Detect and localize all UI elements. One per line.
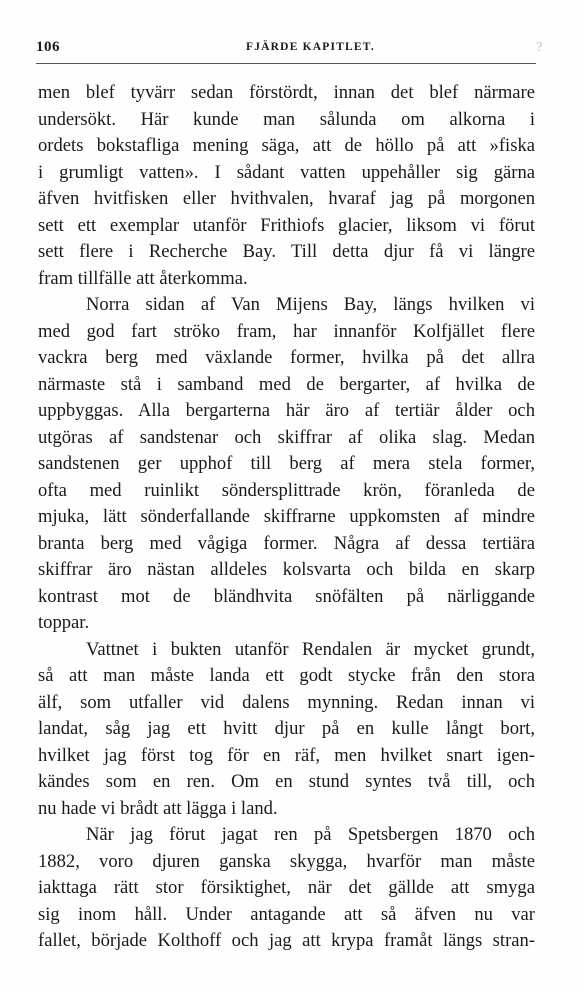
text-line: 1882, voro djuren ganska skygga, hvarför man måste	[38, 850, 535, 872]
page-header	[36, 36, 536, 62]
corner-mark: ?	[536, 40, 543, 54]
text-line: i grumligt vatten». I sådant vatten uppehåller sig gärna	[38, 161, 535, 183]
text-line: branta berg med vågiga former. Några af dessa tertiära	[38, 532, 535, 554]
body-text	[38, 80, 535, 955]
paragraph	[38, 80, 535, 292]
text-line: älf, som utfaller vid dalens mynning. Redan innan vi	[38, 691, 535, 713]
text-line: äfven hvitfisken eller hvithvalen, hvaraf jag på morgonen	[38, 188, 535, 209]
text-line: Vattnet i bukten utanför Rendalen är mycket grundt,	[86, 638, 535, 660]
text-line: När jag förut jagat ren på Spetsbergen 1870 och	[86, 824, 535, 845]
text-line: mjuka, lätt sönderfallande skiffrarne uppkomsten af mindre	[38, 506, 535, 527]
text-line: men blef tyvärr sedan förstördt, innan det blef närmare	[38, 82, 535, 103]
text-line: närmaste stå i samband med de bergarter, af hvilka de	[38, 373, 535, 395]
text-line: sett flere i Recherche Bay. Till detta djur få vi längre	[38, 241, 535, 262]
text-line: undersökt. Här kunde man sålunda om alkorna i	[38, 108, 535, 130]
paragraph	[38, 637, 535, 823]
paragraph	[38, 822, 535, 955]
text-line: fallet, började Kolthoff och jag att krypa framåt längs stran-	[38, 930, 535, 951]
text-line: med god fart ströko fram, har innanför Kolfjället flere	[38, 320, 535, 342]
text-line: ofta med ruinlikt söndersplittrade krön, föranleda de	[38, 479, 535, 501]
text-line: nu hade vi brådt att lägga i land.	[38, 797, 278, 819]
text-line: fram tillfälle att återkomma.	[38, 267, 248, 289]
page-number: 106	[36, 39, 60, 55]
text-line: landat, såg jag ett hvitt djur på en kulle långt bort,	[38, 718, 535, 739]
text-line: uppbyggas. Alla bergarterna här äro af tertiär ålder och	[38, 400, 535, 421]
text-line: vackra berg med växlande former, hvilka på det allra	[38, 347, 535, 368]
header-rule	[36, 63, 536, 64]
text-line: skiffrar äro nästan alldeles kolsvarta och bilda en skarp	[38, 559, 535, 580]
text-line: utgöras af sandstenar och skiffrar af olika slag. Medan	[38, 426, 535, 448]
text-line: kontrast mot de bländhvita snöfälten på närliggande	[38, 585, 535, 607]
text-line: kändes som en ren. Om en stund syntes två till, och	[38, 771, 535, 792]
text-line: Norra sidan af Van Mijens Bay, längs hvilken vi	[86, 294, 535, 315]
text-line: sett ett exemplar utanför Frithiofs glacier, liksom vi förut	[38, 214, 535, 236]
text-line: iakttaga rätt stor försiktighet, när det gällde att smyga	[38, 877, 535, 898]
text-line: så att man måste landa ett godt stycke från den stora	[38, 665, 535, 686]
text-line: toppar.	[38, 612, 90, 633]
paragraph	[38, 292, 535, 637]
text-line: hvilket jag först tog för en räf, men hvilket snart igen-	[38, 744, 535, 766]
text-line: ordets bokstafliga mening säga, att de höllo på att »fiska	[38, 135, 535, 156]
text-line: sig inom håll. Under antagande att så äfven nu var	[38, 903, 535, 925]
running-head: FJÄRDE KAPITLET.	[246, 41, 375, 53]
text-line: sandstenen ger upphof till berg af mera stela former,	[38, 453, 535, 474]
